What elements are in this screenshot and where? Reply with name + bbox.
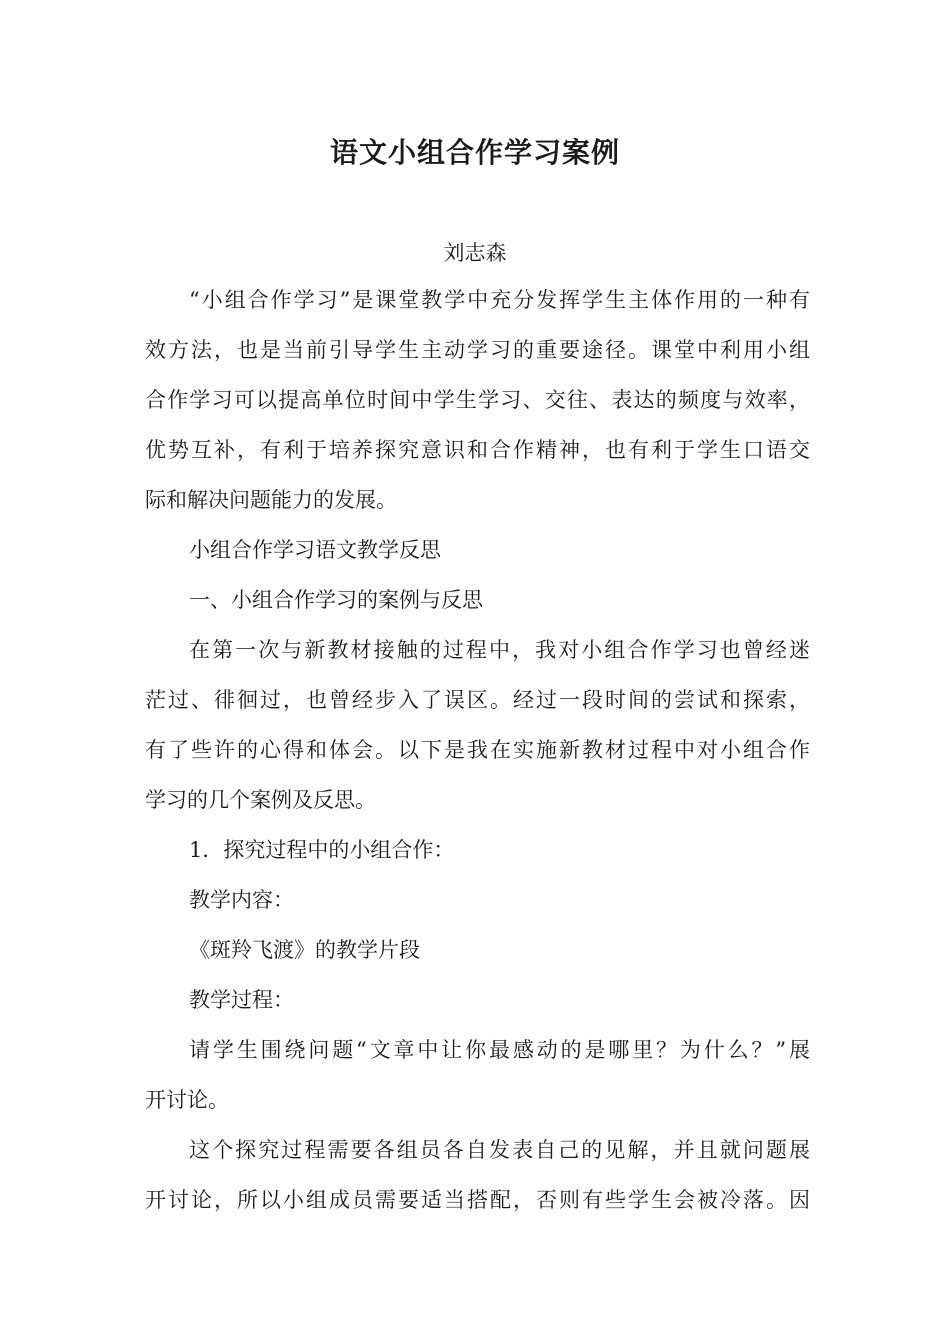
document-title: 语文小组合作学习案例 [329, 136, 620, 169]
body-line: 学习的几个案例及反思。 [145, 788, 376, 812]
body-line: 优势互补，有利于培养探究意识和合作精神，也有利于学生口语交 [145, 438, 810, 462]
body-line: 在第一次与新教材接触的过程中，我对小组合作学习也曾经迷 [189, 638, 810, 662]
body-line: 请学生围绕问题“文章中让你最感动的是哪里？为什么？”展 [189, 1038, 810, 1062]
body-line: 教学过程： [189, 988, 294, 1012]
document-body [145, 275, 810, 1225]
body-line: 《斑羚飞渡》的教学片段 [189, 938, 420, 962]
body-line: 小组合作学习语文教学反思 [189, 538, 441, 562]
body-line: “小组合作学习”是课堂教学中充分发挥学生主体作用的一种有 [189, 288, 810, 312]
body-line: 有了些许的心得和体会。以下是我在实施新教材过程中对小组合作 [145, 738, 810, 762]
body-line: 教学内容： [189, 888, 294, 912]
body-line: 开讨论，所以小组成员需要适当搭配，否则有些学生会被冷落。因 [145, 1188, 810, 1212]
body-line: 际和解决问题能力的发展。 [145, 488, 397, 512]
body-line: 合作学习可以提高单位时间中学生学习、交往、表达的频度与效率， [145, 388, 810, 412]
document-author: 刘志森 [443, 241, 507, 265]
body-line: 一、小组合作学习的案例与反思 [189, 588, 483, 612]
body-line: 开讨论。 [145, 1088, 229, 1112]
body-line: 这个探究过程需要各组员各自发表自己的见解，并且就问题展 [189, 1138, 810, 1162]
body-line: 1．探究过程中的小组合作： [189, 838, 455, 862]
body-line: 效方法，也是当前引导学生主动学习的重要途径。课堂中利用小组 [145, 338, 810, 362]
body-line: 茫过、徘徊过，也曾经步入了误区。经过一段时间的尝试和探索， [145, 688, 810, 712]
